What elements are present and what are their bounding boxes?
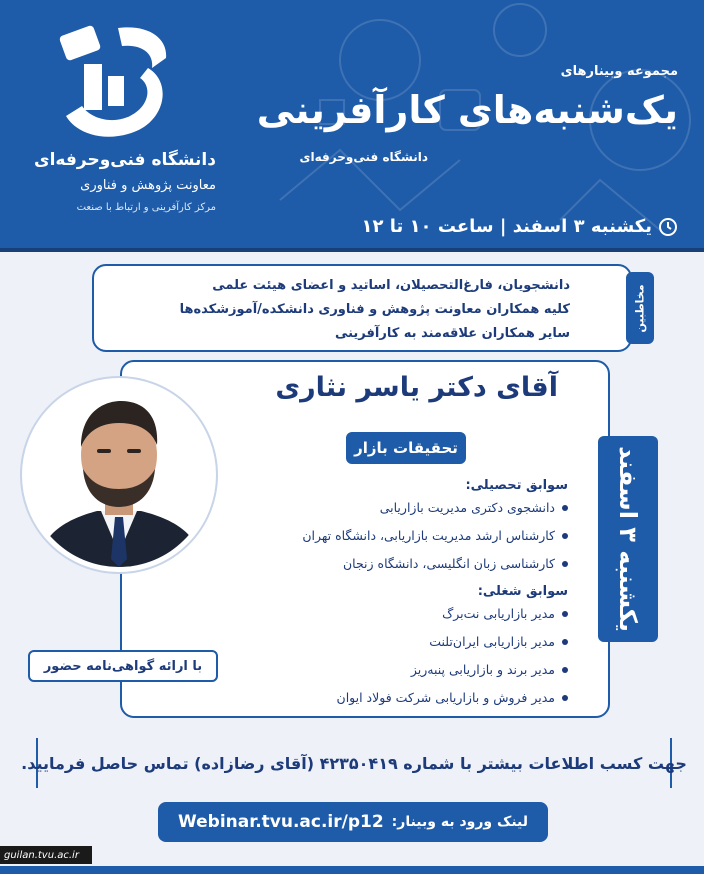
webinar-link-label: لینک ورود به وبینار: — [391, 814, 529, 830]
footer-bar — [0, 866, 704, 874]
bullet-icon — [562, 695, 568, 701]
header-divider — [0, 248, 704, 252]
center-name: مرکز کارآفرینی و ارتباط با صنعت — [76, 202, 216, 213]
list-item — [343, 556, 568, 571]
education-heading: سوابق تحصیلی: — [465, 478, 568, 493]
work-item: مدیر برند و بازاریابی پنبه‌ریز — [410, 662, 555, 677]
education-item: کارشناسی زبان انگلیسی، دانشگاه زنجان — [342, 556, 555, 571]
bullet-icon — [562, 639, 568, 645]
audience-line: سایر همکاران علاقه‌مند به کارآفرینی — [334, 326, 570, 341]
list-item — [337, 690, 568, 705]
header-banner — [0, 0, 704, 252]
audience-tag — [626, 272, 654, 344]
date-tag — [598, 436, 658, 642]
work-item: مدیر فروش و بازاریابی شرکت فولاد ایوان — [336, 690, 555, 705]
audience-line: کلیه همکاران معاونت پژوهش و فناوری دانشکده/آموزشکده‌ها — [179, 302, 570, 317]
deputy-name: معاونت پژوهش و فناوری — [80, 178, 216, 193]
webinar-link-url[interactable]: Webinar.tvu.ac.ir/p12 — [177, 812, 384, 832]
bullet-icon — [562, 561, 568, 567]
university-logo — [48, 24, 176, 148]
topic-badge: تحقیقات بازار — [346, 432, 466, 464]
date-tag-label: یکشنبه ۳ اسفند — [614, 446, 642, 632]
list-item — [380, 500, 568, 515]
speaker-name: آقای دکتر یاسر نثاری — [275, 372, 558, 403]
work-item: مدیر بازاریابی نت‌برگ — [442, 606, 555, 621]
bullet-icon — [562, 533, 568, 539]
bullet-icon — [562, 667, 568, 673]
university-name: دانشگاه فنی‌وحرفه‌ای — [34, 150, 216, 170]
series-title: یک‌شنبه‌های کارآفرینی — [256, 88, 678, 132]
audience-list — [110, 274, 570, 346]
speaker-photo — [22, 378, 216, 572]
event-datetime — [362, 216, 678, 237]
audience-box — [92, 264, 632, 352]
bullet-icon — [562, 505, 568, 511]
list-item — [442, 606, 568, 621]
certificate-badge: با ارائه گواهی‌نامه حضور — [28, 650, 218, 682]
work-heading: سوابق شغلی: — [477, 584, 568, 599]
bullet-icon — [562, 611, 568, 617]
list-item — [302, 528, 568, 543]
audience-tag-label: مخاطبین — [633, 283, 647, 333]
education-item: دانشجوی دکتری مدیریت بازاریابی — [379, 500, 555, 515]
series-label: مجموعه وبینارهای — [560, 64, 678, 79]
webinar-link-box[interactable] — [158, 802, 548, 842]
event-datetime-text: یکشنبه ۳ اسفند | ساعت ۱۰ تا ۱۲ — [361, 216, 652, 237]
work-item: مدیر بازاریابی ایران‌تلنت — [429, 634, 555, 649]
education-item: کارشناس ارشد مدیریت بازاریابی، دانشگاه تهران — [302, 528, 555, 543]
list-item — [429, 634, 568, 649]
clock-icon — [658, 217, 678, 237]
audience-line: دانشجویان، فارغ‌التحصیلان، اساتید و اعضای هیئت علمی — [212, 278, 570, 293]
contact-info: جهت کسب اطلاعات بیشتر با شماره ۴۲۳۵۰۴۱۹ (آقای رضازاده) تماس حاصل فرمایید. — [36, 738, 672, 788]
series-university: دانشگاه فنی‌وحرفه‌ای — [299, 150, 428, 164]
list-item — [411, 662, 568, 677]
watermark: guilan.tvu.ac.ir — [0, 846, 92, 864]
